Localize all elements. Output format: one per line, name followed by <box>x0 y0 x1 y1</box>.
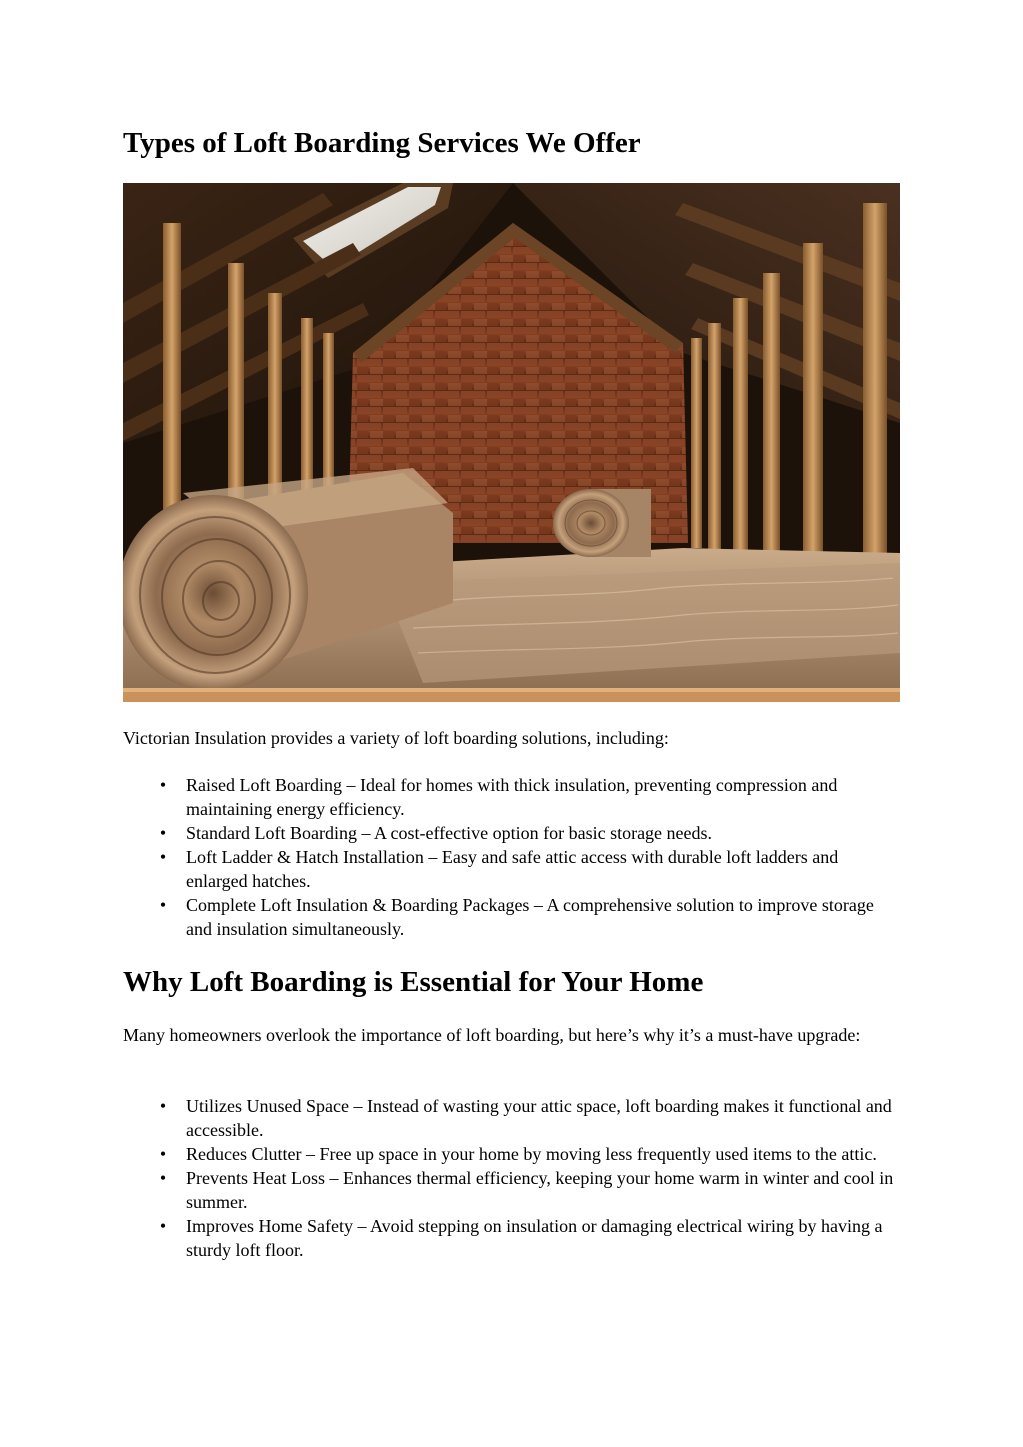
list-item <box>123 821 903 845</box>
bullet-icon: • <box>159 1096 167 1116</box>
list-item-text: Loft Ladder & Hatch Installation – Easy and safe attic access with durable loft ladders and enlarged hatches. <box>186 847 839 891</box>
section-heading-why: Why Loft Boarding is Essential for Your Home <box>123 966 704 998</box>
bullet-icon: • <box>159 823 167 843</box>
list-item-text: Utilizes Unused Space – Instead of wasting your attic space, loft boarding makes it functional and accessible. <box>186 1096 892 1140</box>
attic-insulation-photo <box>123 183 900 702</box>
list-item <box>123 845 903 893</box>
list-item <box>123 893 903 941</box>
section-intro-types: Victorian Insulation provides a variety of loft boarding solutions, including: <box>123 728 669 748</box>
list-item-text: Standard Loft Boarding – A cost-effective option for basic storage needs. <box>186 823 713 843</box>
list-item <box>123 1214 903 1262</box>
benefits-list <box>123 1094 903 1262</box>
section-heading-types: Types of Loft Boarding Services We Offer <box>123 127 641 159</box>
bullet-icon: • <box>159 1144 167 1164</box>
bullet-icon: • <box>159 895 167 915</box>
list-item-text: Raised Loft Boarding – Ideal for homes with thick insulation, preventing compression and maintaining energy efficiency. <box>186 775 838 819</box>
list-item-text: Reduces Clutter – Free up space in your home by moving less frequently used items to the attic. <box>186 1144 877 1164</box>
list-item <box>123 773 903 821</box>
bullet-icon: • <box>159 1168 167 1188</box>
list-item <box>123 1094 903 1142</box>
services-list <box>123 773 903 941</box>
list-item-text: Prevents Heat Loss – Enhances thermal efficiency, keeping your home warm in winter and cool in summer. <box>186 1168 894 1212</box>
list-item <box>123 1166 903 1214</box>
list-item <box>123 1142 903 1166</box>
section-intro-why: Many homeowners overlook the importance of loft boarding, but here’s why it’s a must-have upgrade: <box>123 1025 861 1045</box>
list-item-text: Improves Home Safety – Avoid stepping on insulation or damaging electrical wiring by having a sturdy loft floor. <box>186 1216 883 1260</box>
bullet-icon: • <box>159 847 167 867</box>
list-item-text: Complete Loft Insulation & Boarding Packages – A comprehensive solution to improve storage and insulation simultaneously. <box>186 895 874 939</box>
bullet-icon: • <box>159 1216 167 1236</box>
bullet-icon: • <box>159 775 167 795</box>
